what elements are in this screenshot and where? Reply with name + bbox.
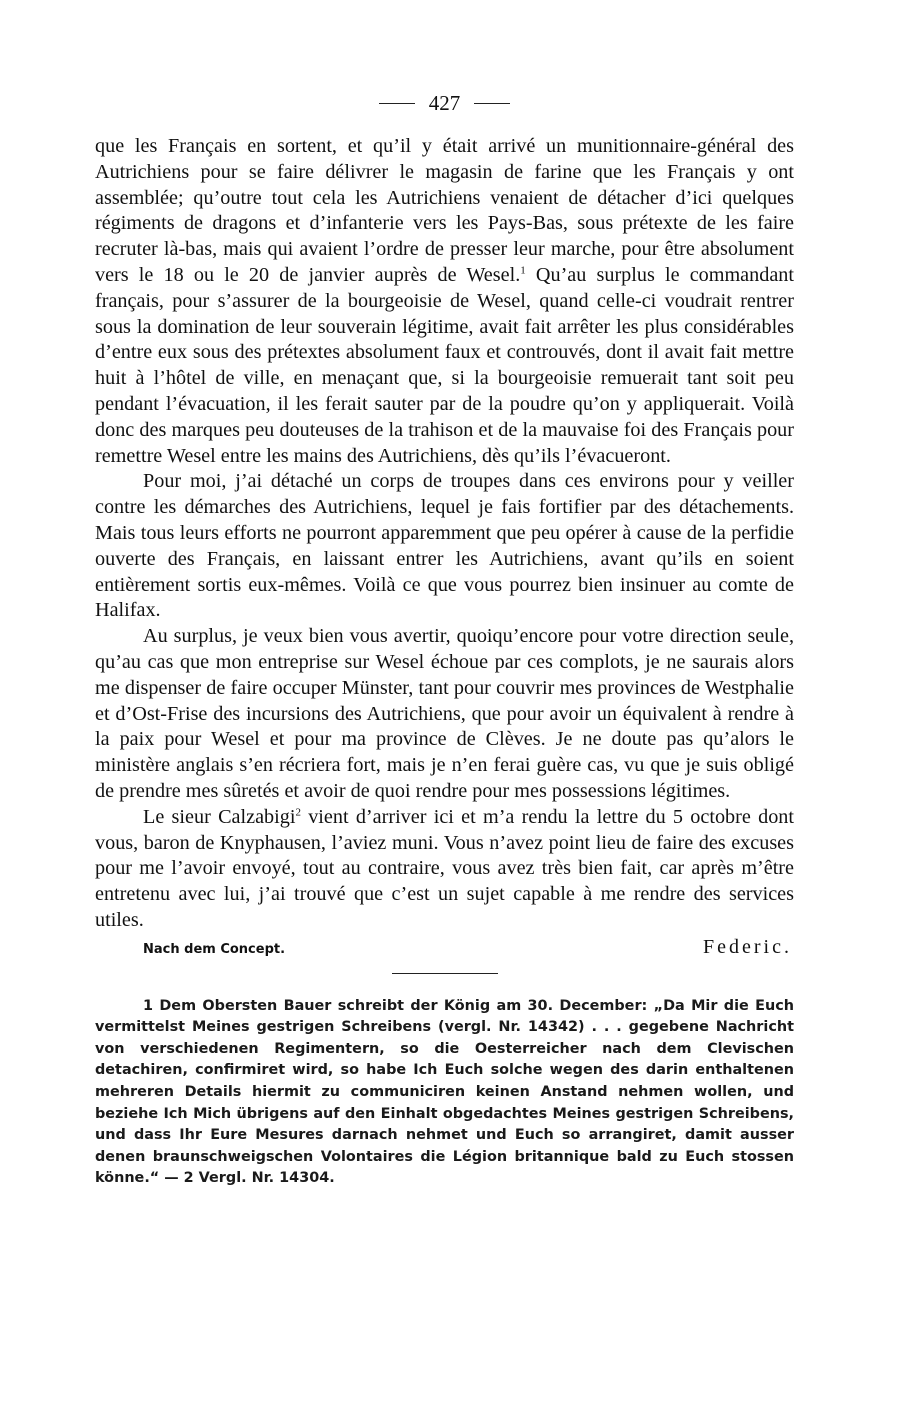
paragraph-1-text-b: Qu’au surplus le commandant français, pour s’assurer de la bourgeoisie de Wesel, quand celle-ci voudrait rentrer sous la domination de leur souverain légitime, avait fait arrêter les plus considérables d’entre eux sous des prétextes absolument faux et controuvés, dont il avait fait mettre huit à l’hôtel de ville, en menaçant que, si la bourgeoisie remuerait tant soit peu pendant l’évacuation, il les ferait sauter par de la poudre qu’on y appliquerait. Voilà donc des marques peu douteuses de la trahison et de la mauvaise foi des Français pour remettre Wesel entre les mains des Autrichiens, dès qu’ils l’évacueront. <box>95 263 794 467</box>
document-page <box>95 88 794 1190</box>
footnote-1-mark: 1 <box>143 997 154 1014</box>
paragraph-4 <box>95 805 794 934</box>
footnotes <box>95 996 794 1190</box>
footnote-ref-2: 2 <box>295 805 301 818</box>
paragraph-3: Au surplus, je veux bien vous avertir, quoiqu’encore pour votre direction seule, qu’au cas que mon entreprise sur Wesel échoue par ces complots, je ne saurais alors me dispenser de faire occuper Münster, tant pour couvrir mes provinces de Westphalie et d’Ost-Frise des incursions des Autrichiens, que pour avoir un équivalent à rendre à la paix pour Wesel et pour ma province de Clèves. Je ne doute pas qu’alors le ministère anglais s’en récriera fort, mais je n’en ferai guère cas, vu que je suis obligé de prendre mes sûretés et avoir de quoi rendre pour mes possessions légitimes. <box>95 625 794 802</box>
paragraph-4-text-b: vient d’arriver ici et m’a rendu la lettre du 5 octobre dont vous, baron de Knyphausen, l’aviez muni. Vous n’avez point lieu de faire des excuses pour me l’avoir envoyé, tout au contraire, vous avez très bien fait, car après m’être entretenu avec lui, j’ai trouvé que c’est un sujet capable à me rendre des services utiles. <box>95 805 794 931</box>
paragraph-1 <box>95 134 794 469</box>
footnote-separator <box>392 973 498 974</box>
footnote-2-mark: 2 <box>183 1170 194 1187</box>
footnote-text <box>95 996 794 1190</box>
paragraph-2: Pour moi, j’ai détaché un corps de troupes dans ces environs pour y veiller contre les démarches des Autrichiens, lequel je fais fortifier par des détachements. Mais tous leurs efforts ne pourront apparemment que peu opérer à cause de la perfidie ouverte des Français, en laissant entrer les Autrichiens, avant qu’ils en soient entièrement sortis eux-mêmes. Voilà ce que vous pourrez bien insinuer au comte de Halifax. <box>95 470 794 622</box>
paragraph-1-text-a: que les Français en sortent, et qu’il y était arrivé un munitionnaire-général des Autrichiens pour se faire délivrer le magasin de farine que les Français y ont assemblée; qu’outre tout cela les Autrichiens venaient de détacher d’ici quelques régiments de dragons et d’infanterie vers les Pays-Bas, sous prétexte de les faire recruter là-bas, mais qui avaient l’ordre de presser leur marche, pour être absolument vers le 18 ou le 20 de janvier auprès de Wesel. <box>95 135 794 286</box>
header-dash-left <box>379 103 415 104</box>
signature: Federic. <box>703 935 792 958</box>
source-note: Nach dem Concept. <box>143 941 286 957</box>
footnote-ref-1: 1 <box>520 264 526 277</box>
signature-line <box>95 936 794 959</box>
page-header <box>95 88 794 118</box>
header-dash-right <box>474 103 510 104</box>
footnote-2-text: Vergl. Nr. 14304. <box>193 1170 335 1187</box>
footnote-1-text: Dem Obersten Bauer schreibt der König am 30. December: „Da Mir die Euch vermittelst Meines gestrigen Schreibens (vergl. Nr. 14342) . . . gegebene Nachricht von verschiedenen Regimentern, so die Oesterreicher nach dem Clevischen detachiren, confirmiret wird, so habe Ich Euch solche wegen des darin enthaltenen mehreren Details hiermit zu communiciren keinen Anstand nehmen wollen, und beziehe Ich Mich übrigens auf den Einhalt obgedachtes Meines gestrigen Schreibens, und dass Ihr Eure Mesures darnach nehmet und Euch so arrangiret, damit ausser denen braunschweigschen Volontaires die Légion britannique bald zu Euch stossen könne.“ — <box>95 997 794 1187</box>
paragraph-4-text-a: Le sieur Calzabigi <box>143 805 296 828</box>
main-text <box>95 134 794 959</box>
page-number: 427 <box>428 90 461 115</box>
